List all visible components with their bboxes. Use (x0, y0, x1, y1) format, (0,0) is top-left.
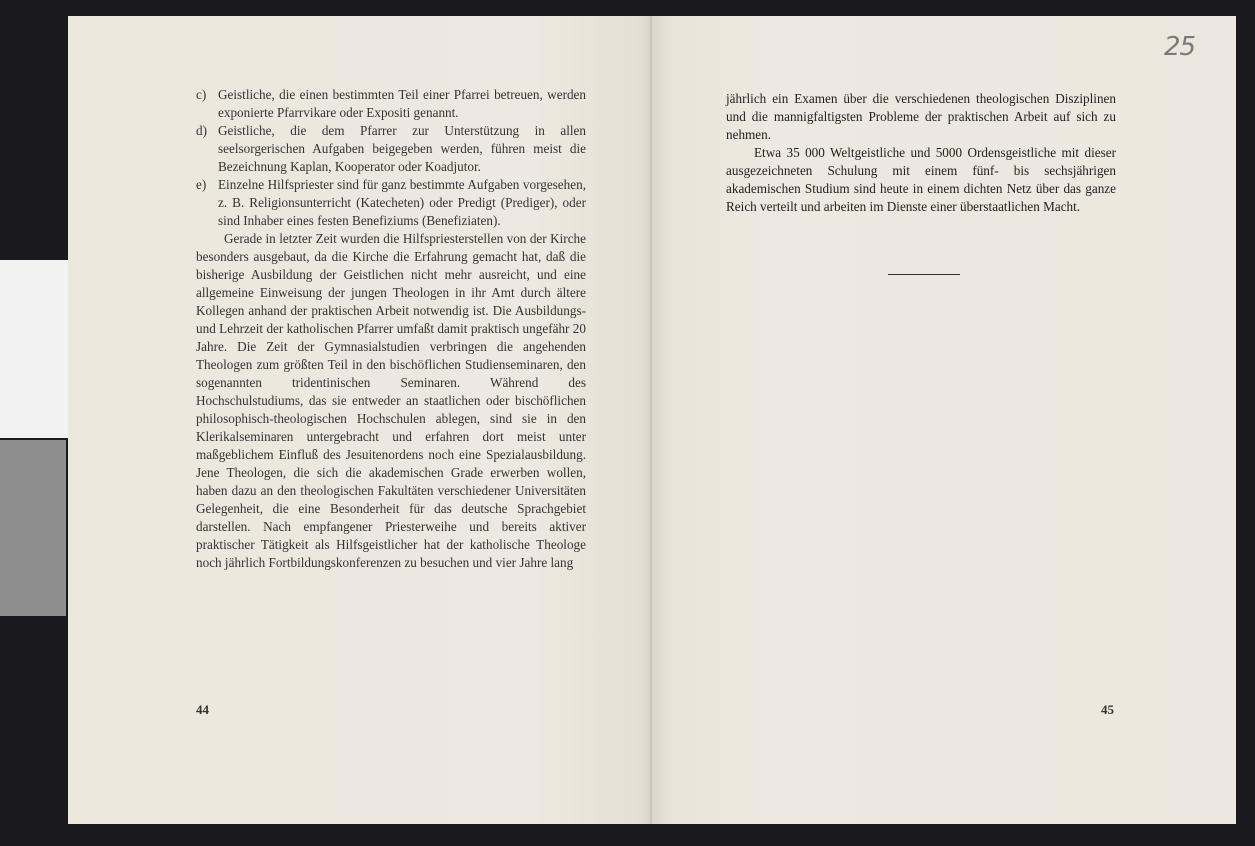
list-item-e (196, 176, 586, 230)
handwritten-page-number: 25 (1164, 32, 1196, 62)
left-page-text (196, 86, 586, 572)
list-text: Geistliche, die dem Pfarrer zur Unterstützung in allen seelsorgerischen Aufgaben beigegeben werden, führen meist die Bezeichnung Kaplan, Kooperator oder Koadjutor. (218, 123, 586, 174)
page-number-right: 45 (1101, 702, 1114, 717)
list-label: c) (196, 87, 207, 102)
body-paragraph: Gerade in letzter Zeit wurden die Hilfspriesterstellen von der Kirche besonders ausgebaut, da die Kirche die Erfahrung gemacht hat, daß die bisherige Ausbildung der Geistlichen nicht mehr ausreicht, und eine allgemeine Einweisung der jungen Theologen in ihr Amt durch ältere Kollegen anhand der praktischen Arbeit notwendig ist. Die Ausbildungs- und Lehrzeit der katholischen Pfarrer umfaßt damit praktisch ungefähr 20 Jahre. Die Zeit der Gymnasialstudien verbringen die angehenden Theologen zum größten Teil in den bischöflichen Studienseminaren, den sogenannten tridentinischen Seminaren. Während des Hochschulstudiums, das sie entweder an staatlichen oder bischöflichen philosophisch-theologischen Hochschulen ablegen, sind sie in den Klerikalseminaren untergebracht und erfahren dort meist unter maßgeblichem Einfluß des Jesuitenordens noch eine Spezialausbildung. Jene Theologen, die sich die akademischen Grade erwerben wollen, haben dazu an den theologischen Fakultäten verschiedener Universitäten Gelegenheit, die eine Besonderheit für das deutsche Sprachgebiet darstellen. Nach empfangener Priesterweihe und bereits aktiver praktischer Tätigkeit als Hilfsgeistlicher hat der katholische Theologe noch jährlich Fortbildungskonferenzen zu besuchen und vier Jahre lang (196, 231, 586, 570)
closing-paragraph: Etwa 35 000 Weltgeistliche und 5000 Ordensgeistliche mit dieser ausgezeichneten Schulung mit einem fünf- bis sechsjährigen akademischen Studium sind heute in einem dichten Netz über das ganze Reich verteilt und arbeiten im Dienste einer überstaatlichen Macht. (726, 145, 1116, 214)
right-page-text (726, 90, 1116, 216)
page-number-left: 44 (196, 702, 209, 717)
list-text: Einzelne Hilfspriester sind für ganz bestimmte Aufgaben vorgesehen, z. B. Religionsunterricht (Katecheten) oder Predigt (Prediger), oder sind Inhaber eines festen Benefiziums (Benefiziaten). (218, 177, 586, 228)
list-item-c (196, 86, 586, 122)
list-label: d) (196, 123, 207, 138)
list-text: Geistliche, die einen bestimmten Teil einer Pfarrei betreuen, werden exponierte Pfarrvikare oder Expositi genannt. (218, 87, 586, 120)
list-label: e) (196, 177, 207, 192)
end-rule-divider (888, 274, 960, 275)
scan-background-strip-grey (0, 440, 66, 616)
continuation-paragraph: jährlich ein Examen über die verschiedenen theologischen Disziplinen und die mannigfaltigsten Probleme der praktischen Arbeit auf sich zu nehmen. (726, 91, 1116, 142)
scan-background-strip-white (0, 260, 68, 438)
right-page (652, 16, 1236, 824)
left-page (68, 16, 652, 824)
list-item-d (196, 122, 586, 176)
